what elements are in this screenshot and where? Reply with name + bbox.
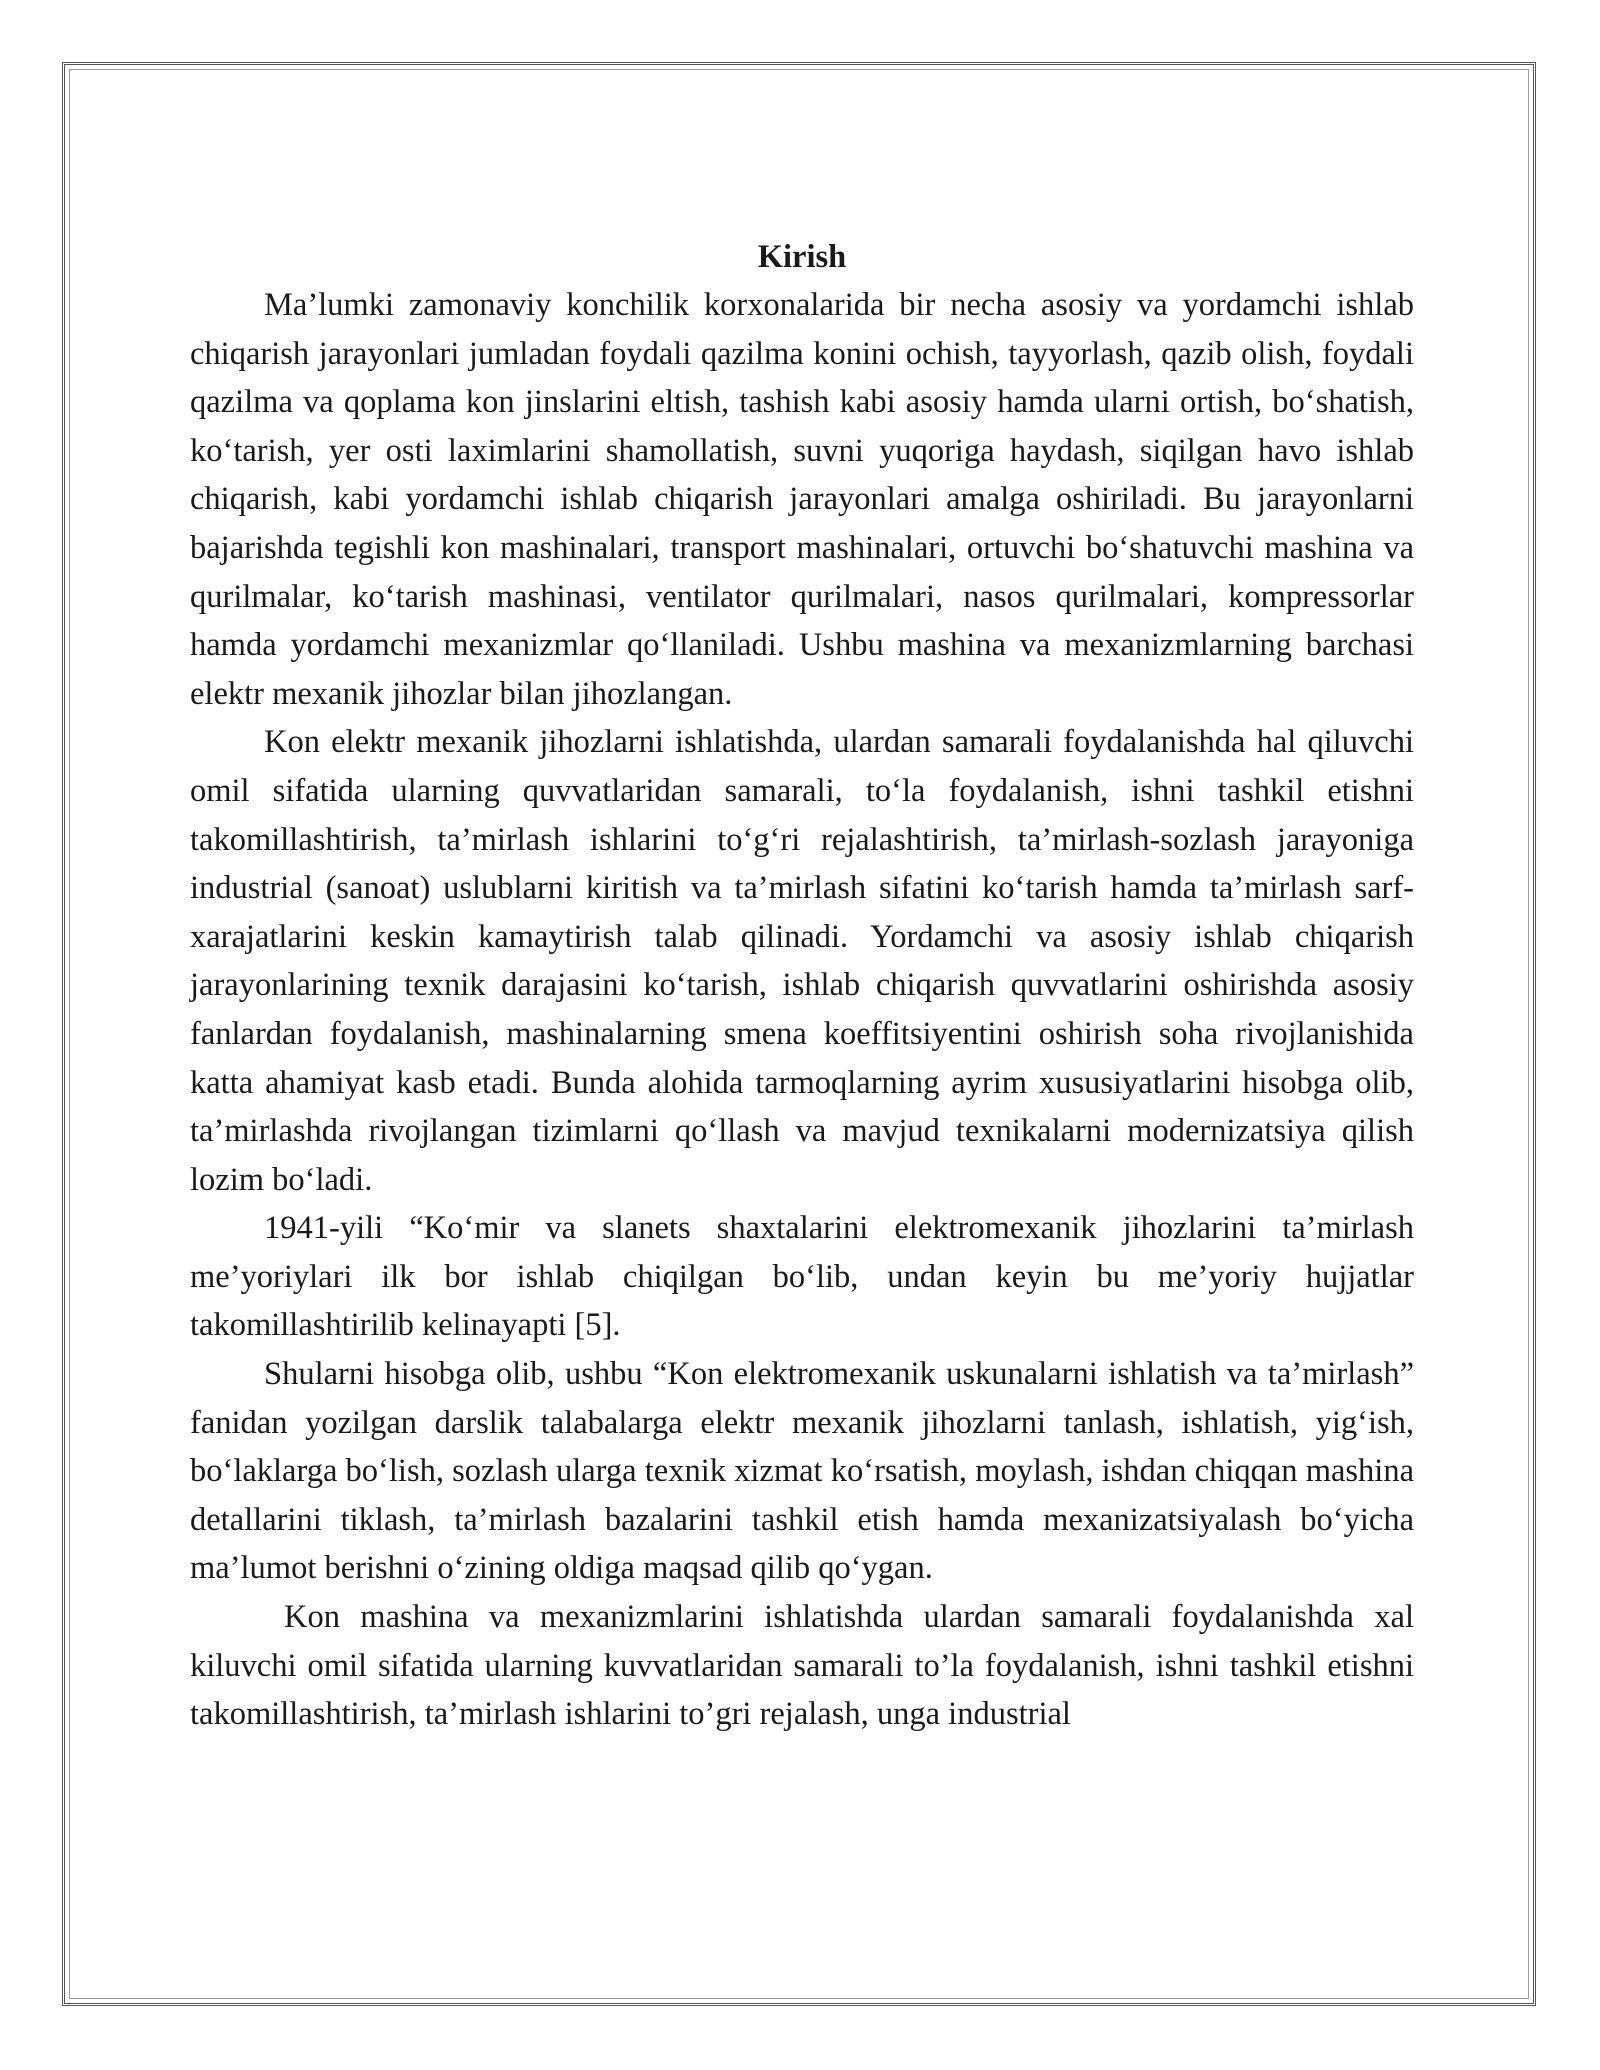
paragraph-equipment-usage: Kon elektr mexanik jihozlarni ishlatishda, ulardan samarali foydalanishda hal qiluvchi omil sifatida ularning quvvatlaridan samarali, to‘la foydalanish, ishni tashkil etishni takomillashtirish, ta’mirlash ishlarini to‘g‘ri rejalashtirish, ta’mirlash-sozlash jarayoniga industrial (sanoat) uslublarni kiritish va ta’mirlash sifatini ko‘tarish hamda ta’mirlash sarf-xarajatlarini keskin kamaytirish talab qilinadi. Yordamchi va asosiy ishlab chiqarish jarayonlarining texnik darajasini ko‘tarish, ishlab chiqarish quvvatlarini oshirishda asosiy fanlardan foydalanish, mashinalarning smena koeffitsiyentini oshirish soha rivojlanishida katta ahamiyat kasb etadi. Bunda alohida tarmoqlarning ayrim xususiyatlarini hisobga olib, ta’mirlashda rivojlangan tizimlarni qo‘llash va mavjud texnikalarni modernizatsiya qilish lozim bo‘ladi.: [190, 724, 1414, 1198]
page-title: Kirish: [757, 239, 847, 275]
paragraph-textbook-purpose: Shularni hisobga olib, ushbu “Kon elektromexanik uskunalarni ishlatish va ta’mirlash” fanidan yozilgan darslik talabalarga elektr mexanik jihozlarni tanlash, ishlatish, yig‘ish, bo‘laklarga bo‘lish, sozlash ularga texnik xizmat ko‘rsatish, moylash, ishdan chiqqan mashina detallarini tiklash, ta’mirlash bazalarini tashkil etish hamda mexanizatsiyalash bo‘yicha ma’lumot berishni o‘zining oldiga maqsad qilib qo‘ygan.: [190, 1356, 1414, 1587]
paragraph-intro: Ma’lumki zamonaviy konchilik korxonalarida bir necha asosiy va yordamchi ishlab chiqarish jarayonlari jumladan foydali qazilma konini ochish, tayyorlash, qazib olish, foydali qazilma va qoplama kon jinslarini eltish, tashish kabi asosiy hamda ularni ortish, bo‘shatish, ko‘tarish, yer osti laximlarini shamollatish, suvni yuqoriga haydash, siqilgan havo ishlab chiqarish, kabi yordamchi ishlab chiqarish jarayonlari amalga oshiriladi. Bu jarayonlarni bajarishda tegishli kon mashinalari, transport mashinalari, ortuvchi bo‘shatuvchi mashina va qurilmalar, ko‘tarish mashinasi, ventilator qurilmalari, nasos qurilmalari, kompressorlar hamda yordamchi mexanizmlar qo‘llaniladi. Ushbu mashina va mexanizmlarning barchasi elektr mexanik jihozlar bilan jihozlangan.: [190, 287, 1414, 712]
paragraph-mining-machines: Kon mashina va mexanizmlarini ishlatishda ulardan samarali foydalanishda xal kiluvchi omil sifatida ularning kuvvatlaridan samarali to’la foydalanish, ishni tashkil etishni takomillashtirish, ta’mirlash ishlarini to’gri rejalash, unga industrial: [190, 1599, 1414, 1733]
paragraph-history-1941: 1941-yili “Ko‘mir va slanets shaxtalarini elektromexanik jihozlarini ta’mirlash me’yoriylari ilk bor ishlab chiqilgan bo‘lib, undan keyin bu me’yoriy hujjatlar takomillashtirilib kelinayapti [5].: [190, 1210, 1414, 1344]
document-body: [190, 233, 1414, 1739]
